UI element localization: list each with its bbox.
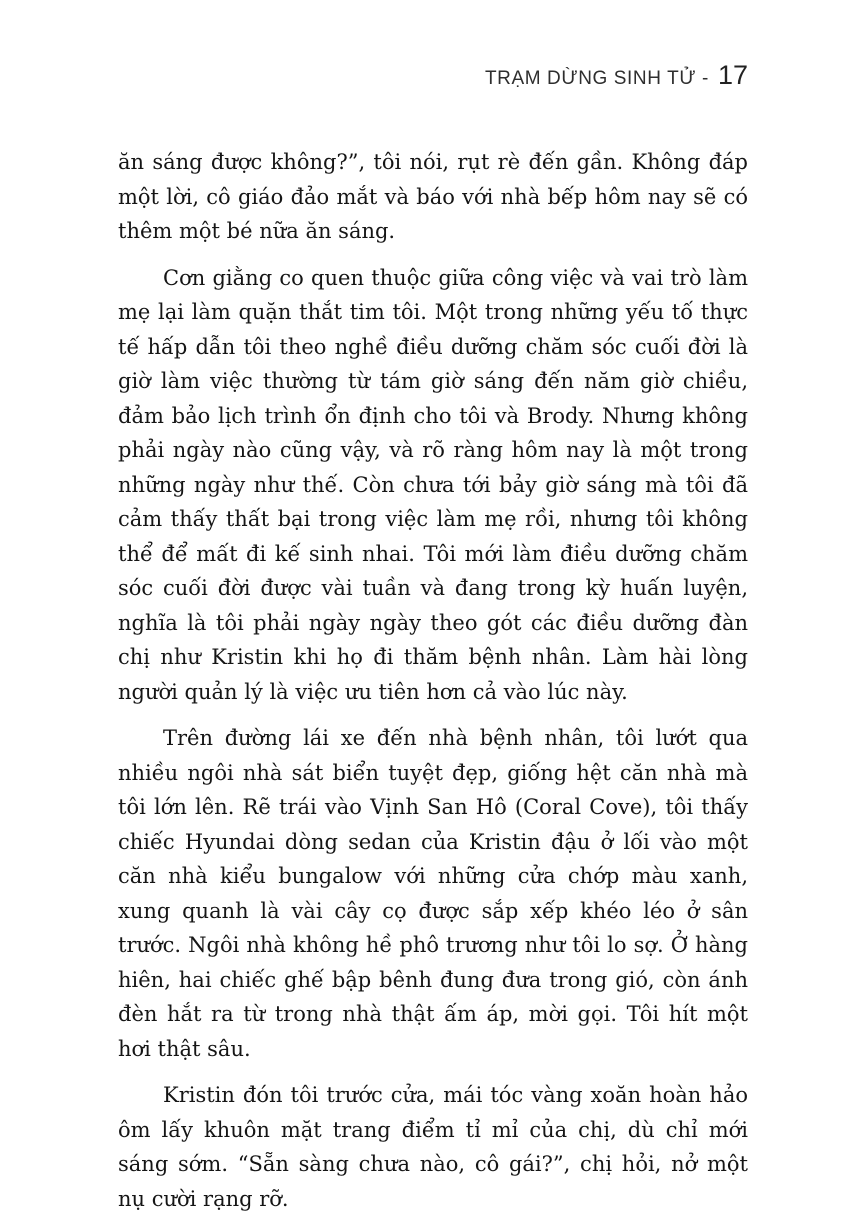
body-paragraph: Trên đường lái xe đến nhà bệnh nhân, tôi lướt qua nhiều ngôi nhà sát biển tuyệt đẹp, giống hệt căn nhà mà tôi lớn lên. Rẽ trái vào Vịnh San Hô (Coral Cove), tôi thấy chiếc Hyundai dòng sedan của Kristin đậu ở lối vào một căn nhà kiểu bungalow với những cửa chớp màu xanh, xung quanh là vài cây cọ được sắp xếp khéo léo ở sân trước. Ngôi nhà không hề phô trương như tôi lo sợ. Ở hàng hiên, hai chiếc ghế bập bênh đung đưa trong gió, còn ánh đèn hắt ra từ trong nhà thật ấm áp, mời gọi. Tôi hít một hơi thật sâu.: [118, 726, 748, 1061]
running-title: TRẠM DỪNG SINH TỬ -: [484, 68, 709, 89]
body-paragraph: Cơn giằng co quen thuộc giữa công việc và vai trò làm mẹ lại làm quặn thắt tim tôi. Một trong những yếu tố thực tế hấp dẫn tôi theo nghề điều dưỡng chăm sóc cuối đời là giờ làm việc thường từ tám giờ sáng đến năm giờ chiều, đảm bảo lịch trình ổn định cho tôi và Brody. Nhưng không phải ngày nào cũng vậy, và rõ ràng hôm nay là một trong những ngày như thế. Còn chưa tới bảy giờ sáng mà tôi đã cảm thấy thất bại trong việc làm mẹ rồi, nhưng tôi không thể để mất đi kế sinh nhai. Tôi mới làm điều dưỡng chăm sóc cuối đời được vài tuần và đang trong kỳ huấn luyện, nghĩa là tôi phải ngày ngày theo gót các điều dưỡng đàn chị như Kristin khi họ đi thăm bệnh nhân. Làm hài lòng người quản lý là việc ưu tiên hơn cả vào lúc này.: [118, 265, 748, 704]
page-header: [118, 60, 748, 91]
page-body: [118, 145, 748, 1216]
body-paragraph: Kristin đón tôi trước cửa, mái tóc vàng xoăn hoàn hảo ôm lấy khuôn mặt trang điểm tỉ mỉ của chị, dù chỉ mới sáng sớm. “Sẵn sàng chưa nào, cô gái?”, chị hỏi, nở một nụ cười rạng rỡ.: [118, 1083, 748, 1211]
body-paragraph: ăn sáng được không?”, tôi nói, rụt rè đến gần. Không đáp một lời, cô giáo đảo mắt và báo với nhà bếp hôm nay sẽ có thêm một bé nữa ăn sáng.: [118, 150, 748, 243]
page-number: 17: [717, 60, 748, 90]
